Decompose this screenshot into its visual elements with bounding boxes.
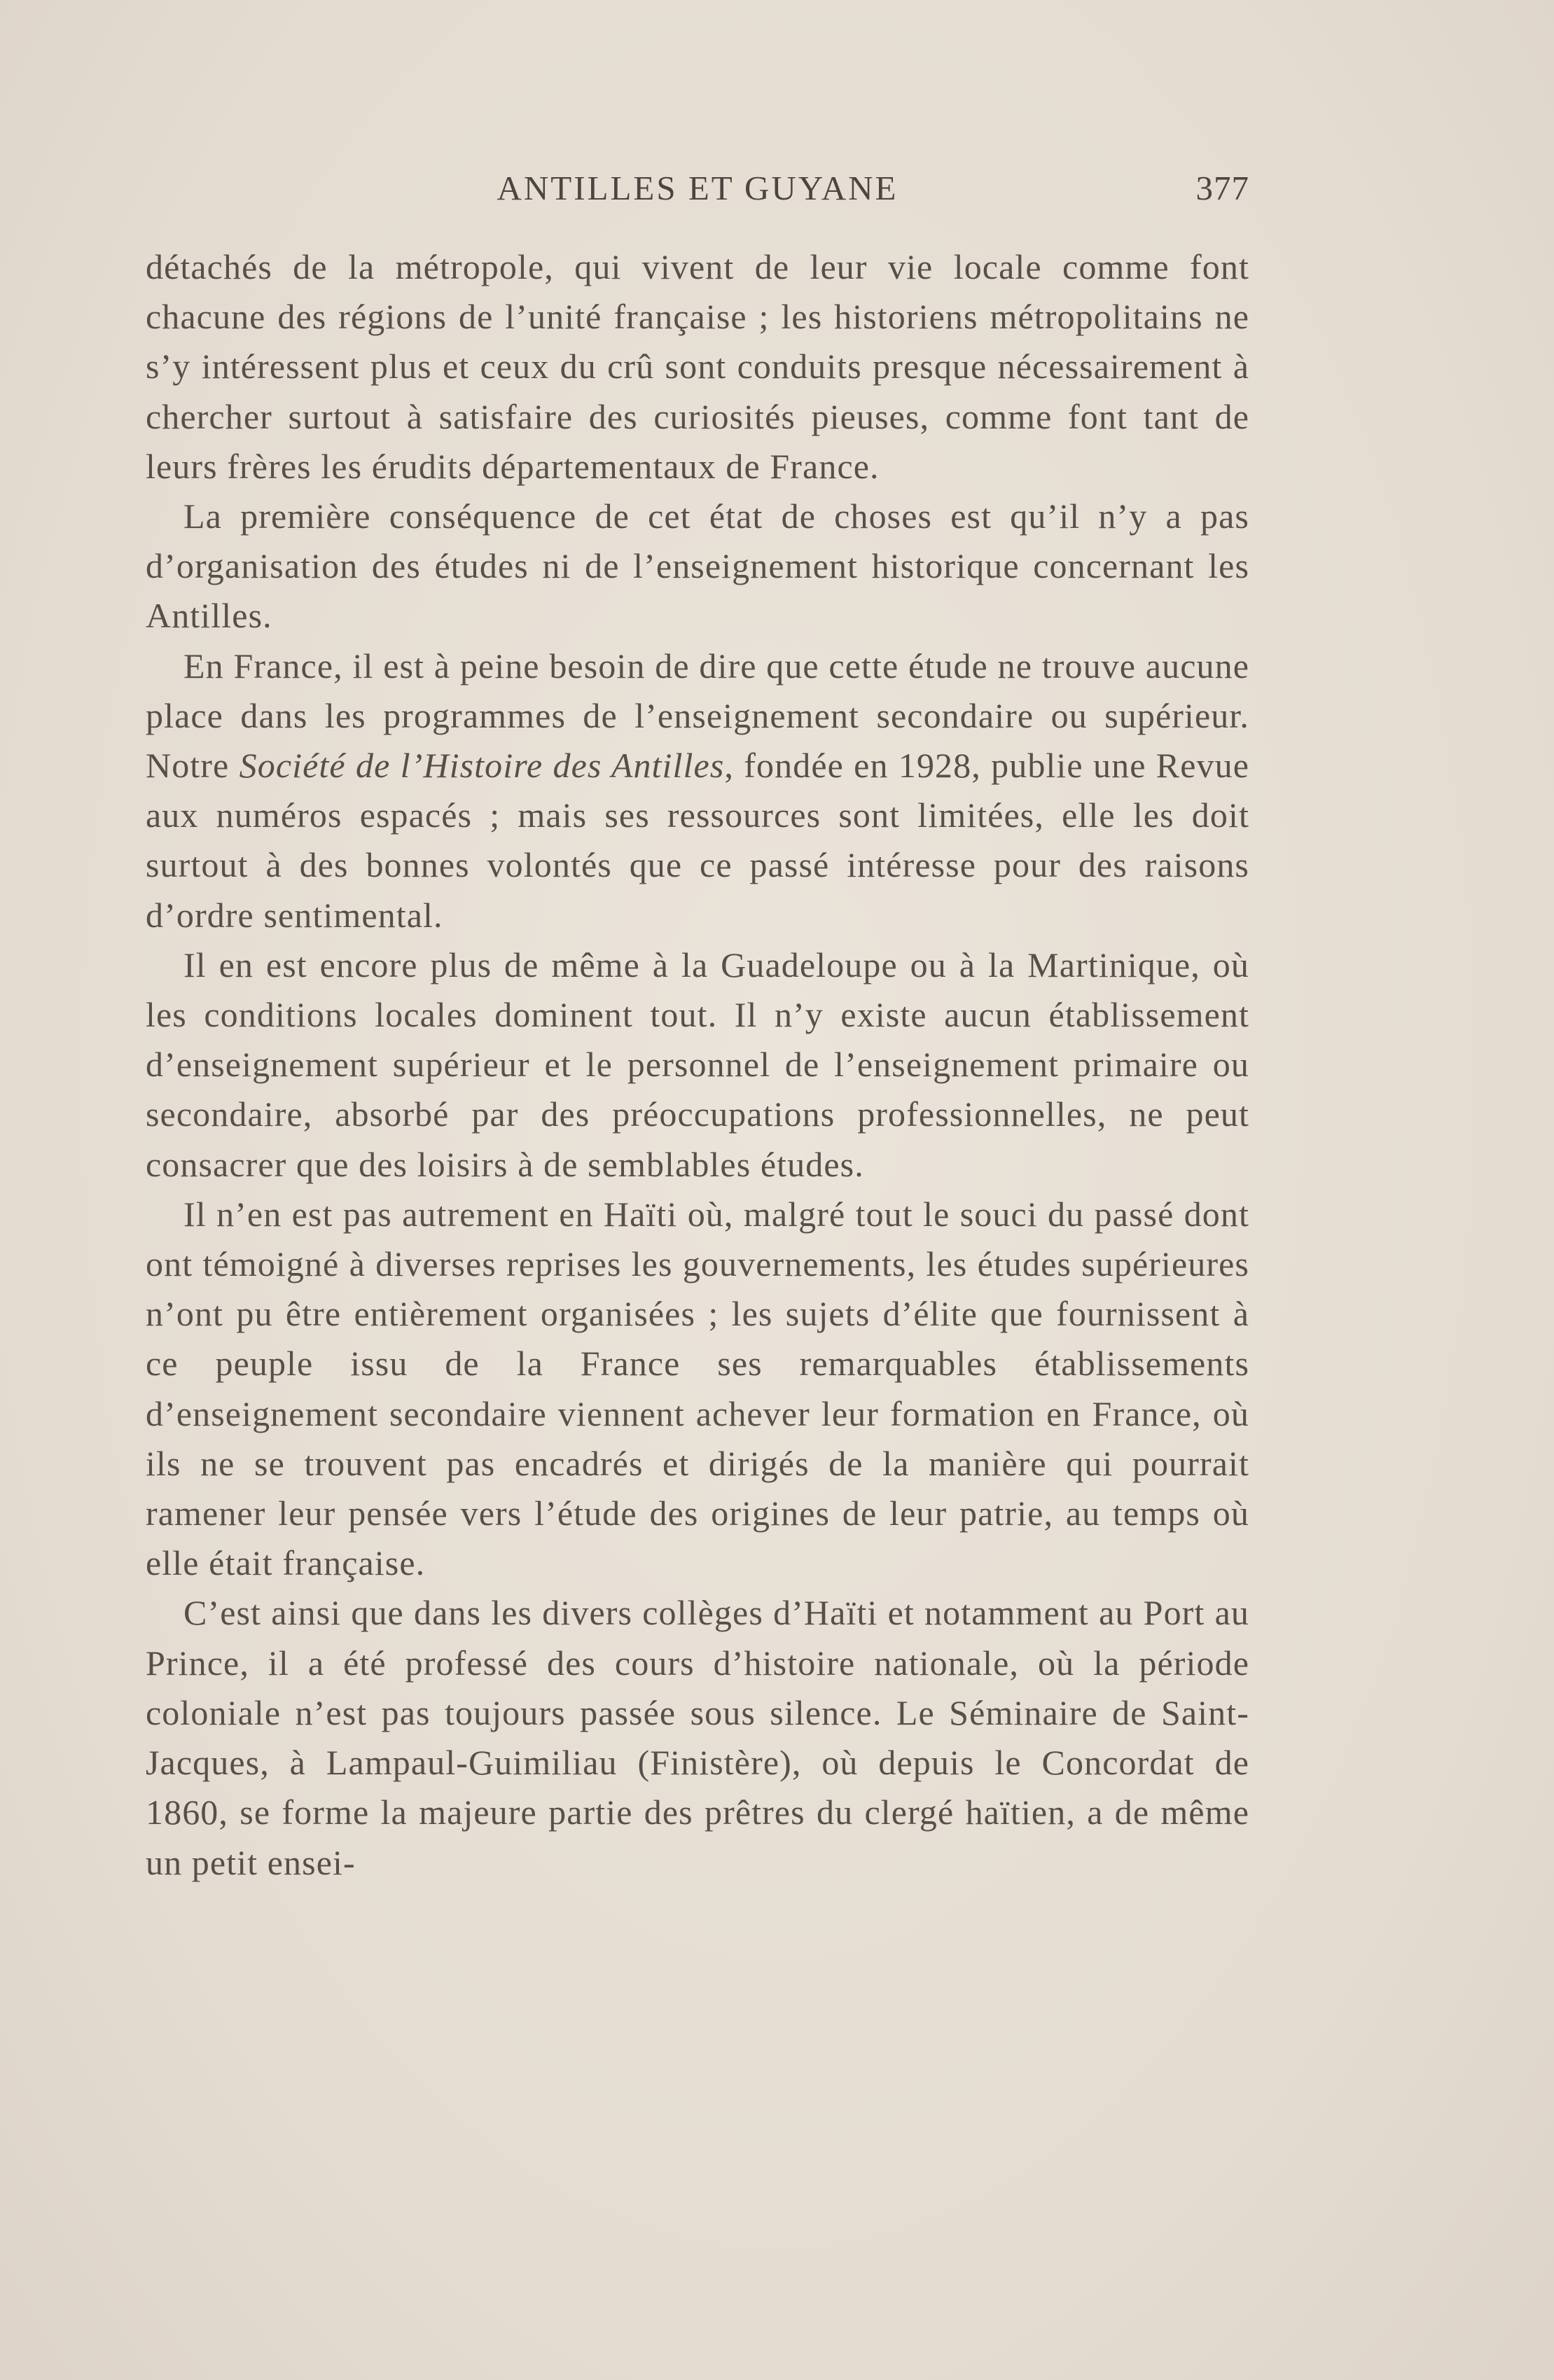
paragraph-3-before: En France, il est à peine besoin de dire que cette étude ne trouve aucune place dans les programmes de l’enseignement secondaire ou supérieur. Notre — [146, 646, 1249, 786]
paragraph-3-after: , fondée en 1928, publie une Revue aux numéros espacés ; mais ses ressources sont limitées, elle les doit surtout à des bonnes volontés que ce passé intéresse pour des raisons d’ordre sentimental. — [146, 746, 1249, 935]
paragraph-4: Il en est encore plus de même à la Guadeloupe ou à la Martinique, où les conditions locales dominent tout. Il n’y existe aucun établissement d’enseignement supérieur et le personnel de l’enseignement primaire ou secondaire, absorbé par des préoccupations professionnelles, ne peut consacrer que des loisirs à de semblables études. — [146, 945, 1249, 1184]
paragraph-5: Il n’en est pas autrement en Haïti où, malgré tout le souci du passé dont ont témoigné à diverses reprises les gouvernements, les études supérieures n’ont pu être entièrement organisées ; les sujets d’élite que fournissent à ce peuple issu de la France ses remarquables établissements d’enseignement secondaire viennent achever leur formation en France, où ils ne se trouvent pas encadrés et dirigés de la manière qui pourrait ramener leur pensée vers l’étude des origines de leur patrie, au temps où elle était française. — [146, 1194, 1249, 1583]
page-number: 377 — [1195, 169, 1249, 207]
body-text — [146, 242, 1249, 1888]
paragraph-6: C’est ainsi que dans les divers collèges d’Haïti et notamment au Port au Prince, il a été professé des cours d’histoire nationale, où la période coloniale n’est pas toujours passée sous silence. Le Séminaire de Saint-Jacques, à Lampaul-Guimiliau (Finistère), où depuis le Concordat de 1860, se forme la majeure partie des prêtres du clergé haïtien, a de même un petit ensei- — [146, 1593, 1249, 1882]
paragraph-1: détachés de la métropole, qui vivent de leur vie locale comme font chacune des régions de l’unité française ; les historiens métropolitains ne s’y intéressent plus et ceux du crû sont conduits presque nécessairement à chercher surtout à satisfaire des curiosités pieuses, comme font tant de leurs frères les érudits départementaux de France. — [146, 247, 1249, 486]
running-title: ANTILLES ET GUYANE — [497, 169, 899, 207]
society-name-italic: Société de l’Histoire des Antilles — [239, 746, 725, 786]
paragraph-3 — [146, 641, 1249, 940]
paragraph-2: La première conséquence de cet état de choses est qu’il n’y a pas d’organisation des études ni de l’enseignement historique concernant les Antilles. — [146, 496, 1249, 636]
running-header — [146, 168, 1249, 217]
